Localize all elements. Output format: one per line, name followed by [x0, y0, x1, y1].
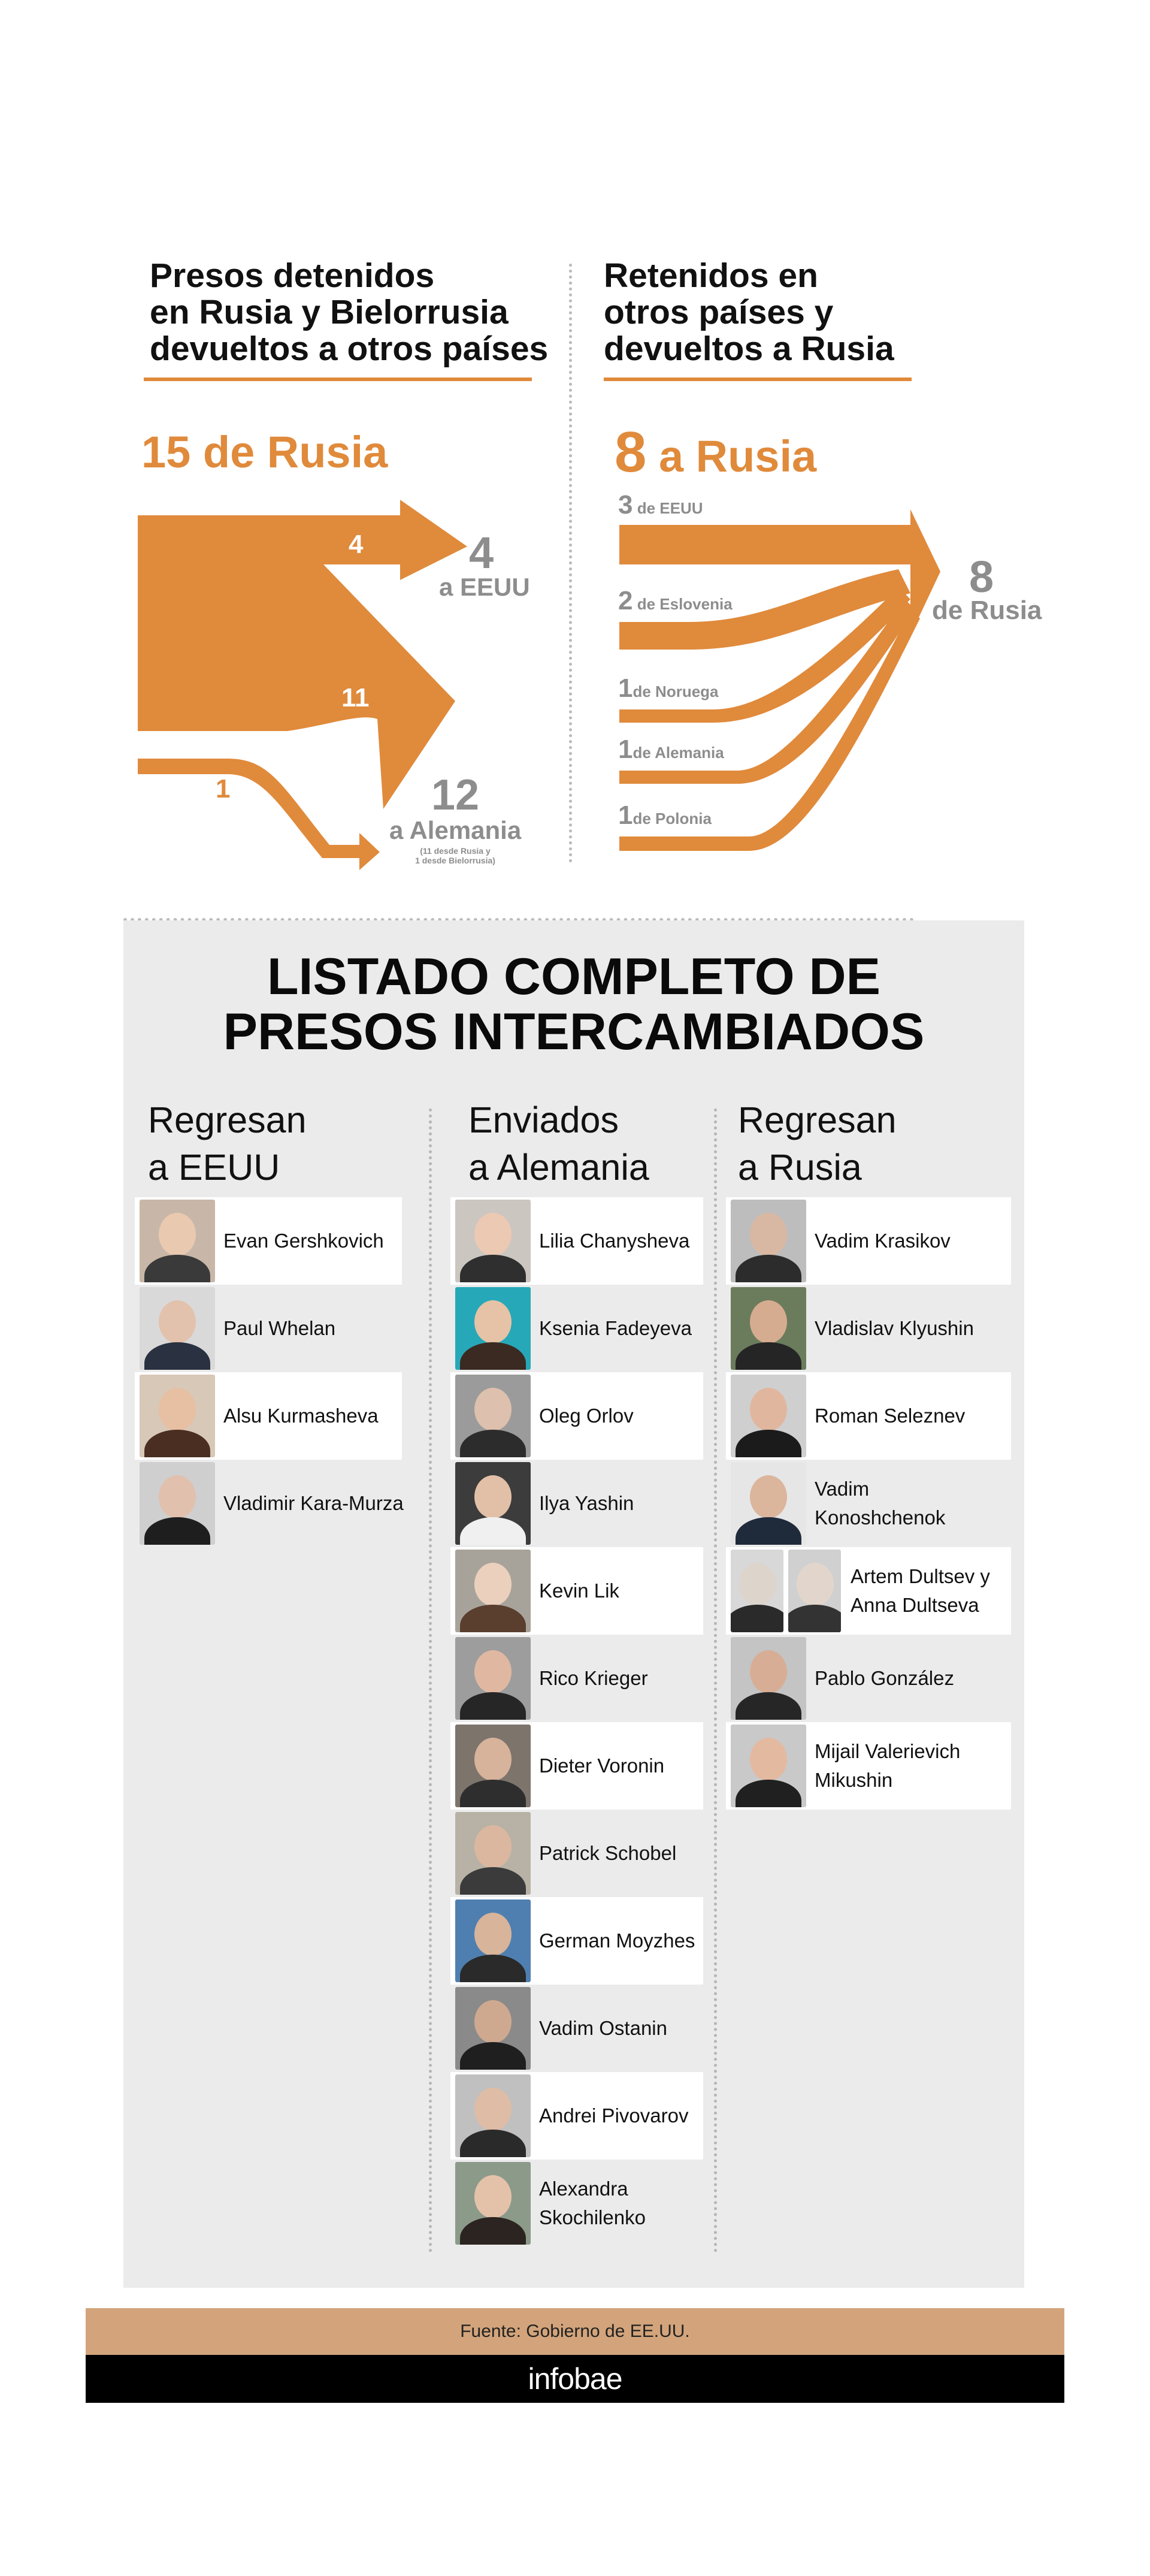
flow-band-belarus: [138, 759, 380, 870]
person-card: [450, 1460, 703, 1547]
dest-russia-number: 8: [969, 552, 994, 602]
person-card: [450, 1372, 703, 1460]
person-card: [135, 1460, 410, 1547]
dest-usa-number: 4: [469, 528, 494, 578]
person-photo: [455, 1637, 531, 1720]
source-label: de Polonia: [632, 810, 712, 828]
source-eeuu: [618, 490, 703, 520]
person-photo: [455, 1287, 531, 1370]
person-photo: [731, 1200, 806, 1282]
person-card: [450, 1897, 703, 1985]
person-card: [450, 1197, 703, 1285]
flow-label-to-germany: 11: [341, 683, 370, 712]
person-card: [450, 1635, 703, 1722]
column-head-line: a EEUU: [148, 1147, 280, 1188]
right-title-line: Retenidos en: [604, 256, 818, 295]
person-card: [726, 1635, 1011, 1722]
person-photo: [455, 1987, 531, 2070]
source-text: Fuente: Gobierno de EE.UU.: [460, 2321, 690, 2341]
person-card: [726, 1372, 1011, 1460]
person-photo: [140, 1200, 215, 1282]
person-name: Evan Gershkovich: [223, 1230, 384, 1252]
left-title-line: Presos detenidos: [150, 256, 435, 295]
person-name: Mijail Valerievich Mikushin: [815, 1740, 961, 1791]
brand-logo: infobae: [528, 2362, 622, 2396]
person-photo: [731, 1375, 806, 1457]
person-photo: [455, 1725, 531, 1807]
right-headline: [615, 419, 816, 485]
person-photo: [731, 1287, 806, 1370]
source-label: de Eslovenia: [632, 595, 733, 613]
person-card: [450, 2072, 703, 2160]
person-card: [450, 1722, 703, 1810]
person-name: Patrick Schobel: [539, 1842, 677, 1864]
left-title-underline: [144, 378, 532, 381]
person-card: [726, 1460, 1011, 1547]
left-headline: 15 de Rusia: [141, 427, 388, 477]
person-photo: [455, 1899, 531, 1982]
source-label: de EEUU: [632, 499, 703, 517]
person-photo: [140, 1375, 215, 1457]
person-photo: [455, 1462, 531, 1545]
person-card: [726, 1197, 1011, 1285]
person-name: Lilia Chanysheva: [539, 1230, 690, 1252]
person-name: Oleg Orlov: [539, 1405, 634, 1427]
person-card: [450, 1985, 703, 2072]
dest-germany-label: a Alemania: [389, 816, 522, 844]
column-divider: [714, 1109, 717, 2253]
left-title-line: en Rusia y Bielorrusia: [150, 293, 509, 331]
right-title-underline: [604, 378, 912, 381]
person-name: Dieter Voronin: [539, 1754, 665, 1777]
column-head-line: a Rusia: [738, 1147, 862, 1188]
person-card: [726, 1285, 1011, 1372]
person-card: [726, 1547, 1011, 1635]
right-title-line: devueltos a Rusia: [604, 330, 894, 368]
right-title-line: otros países y: [604, 293, 834, 331]
person-photo: [140, 1462, 215, 1545]
person-photo: [455, 1200, 531, 1282]
source-alemania: [618, 735, 724, 765]
person-photo: [731, 1462, 806, 1545]
column-head-line: Regresan: [148, 1100, 307, 1140]
person-name: German Moyzhes: [539, 1929, 695, 1952]
person-card: [450, 2160, 703, 2247]
person-photo: [455, 2162, 531, 2245]
person-name: Pablo González: [815, 1667, 954, 1689]
source-polonia: [618, 801, 712, 831]
source-label: de Alemania: [632, 744, 724, 762]
person-name: Rico Krieger: [539, 1667, 648, 1689]
source-number: 2: [618, 586, 633, 615]
person-name: Andrei Pivovarov: [539, 2104, 689, 2127]
column-head-russia: [738, 1097, 897, 1191]
section-divider: [569, 264, 572, 863]
person-card: [450, 1547, 703, 1635]
person-photo: [731, 1637, 806, 1720]
person-photo: [731, 1725, 806, 1807]
person-photo: [455, 1375, 531, 1457]
left-title-line: devueltos a otros países: [150, 330, 549, 368]
column-head-line: Regresan: [738, 1100, 897, 1140]
dest-germany-number: 12: [431, 771, 480, 819]
source-bar: [86, 2308, 1064, 2355]
person-name: Vadim Konoshchenok: [815, 1478, 946, 1529]
column-head-germany: [468, 1097, 649, 1191]
person-photo: [140, 1287, 215, 1370]
dest-usa-label: a EEUU: [439, 573, 530, 601]
brand-bar: [86, 2355, 1064, 2403]
person-name: Vadim Krasikov: [815, 1230, 951, 1252]
column-head-usa: [148, 1097, 307, 1191]
person-photo: [455, 1550, 531, 1632]
person-photo: [455, 2074, 531, 2157]
source-label: de Noruega: [632, 682, 719, 700]
person-name: Vladislav Klyushin: [815, 1317, 974, 1339]
right-headline-number: 8: [615, 420, 647, 484]
person-card: [726, 1722, 1011, 1810]
person-name: Ilya Yashin: [539, 1492, 634, 1514]
dest-germany-note: [407, 846, 503, 865]
list-title-line: PRESOS INTERCAMBIADOS: [223, 1003, 925, 1061]
person-card: [135, 1197, 402, 1285]
list-title-line: LISTADO COMPLETO DE: [267, 948, 881, 1005]
person-card: [135, 1372, 402, 1460]
dest-germany-note-line: (11 desde Rusia y: [420, 846, 491, 856]
person-photo: [455, 1812, 531, 1895]
column-head-line: Enviados: [468, 1100, 619, 1140]
person-name: Ksenia Fadeyeva: [539, 1317, 692, 1339]
column-divider: [429, 1109, 432, 2253]
source-noruega: [618, 674, 719, 703]
person-name: Roman Seleznev: [815, 1405, 966, 1427]
source-number: 1: [618, 735, 633, 764]
flow-label-to-usa: 4: [349, 530, 364, 559]
source-eslovenia: [618, 586, 733, 616]
flow-label-belarus: 1: [216, 774, 231, 804]
person-name: Paul Whelan: [223, 1317, 336, 1339]
person-card: [450, 1285, 703, 1372]
person-name: Alexandra Skochilenko: [539, 2178, 646, 2228]
source-number: 1: [618, 801, 633, 830]
list-title: [123, 949, 1024, 1059]
person-name: Alsu Kurmasheva: [223, 1405, 379, 1427]
person-card: [135, 1285, 402, 1372]
dest-germany-note-line: 1 desde Bielorrusia): [415, 856, 495, 865]
person-name: Vladimir Kara-Murza: [223, 1492, 404, 1514]
right-title: [604, 258, 894, 367]
person-name: Kevin Lik: [539, 1580, 619, 1602]
right-headline-text: a Rusia: [646, 431, 817, 481]
person-name: Artem Dultsev y Anna Dultseva: [851, 1565, 990, 1616]
column-head-line: a Alemania: [468, 1147, 649, 1188]
source-number: 1: [618, 674, 633, 703]
person-card: [450, 1810, 703, 1897]
person-photo: [731, 1550, 842, 1632]
person-name: Vadim Ostanin: [539, 2017, 667, 2039]
dest-russia-label: de Rusia: [932, 596, 1042, 625]
source-number: 3: [618, 490, 633, 520]
left-title: [150, 258, 548, 367]
